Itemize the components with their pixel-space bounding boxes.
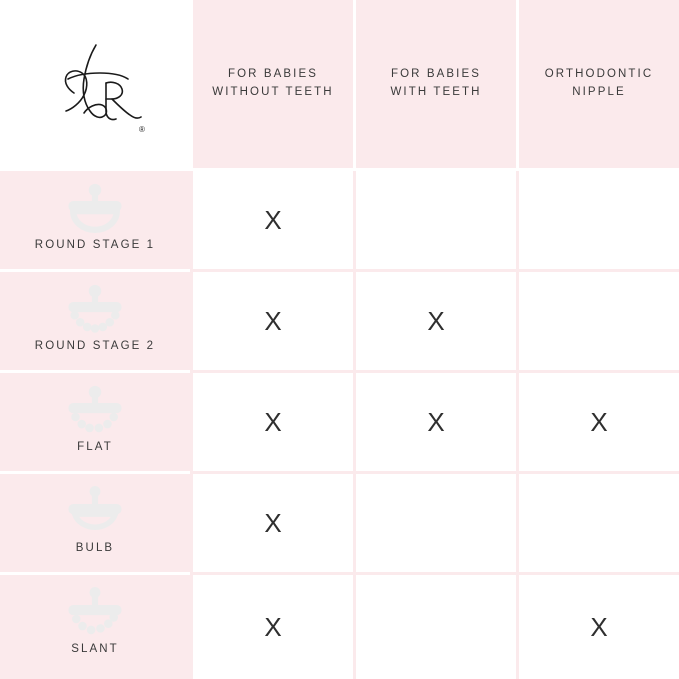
check-mark: X bbox=[427, 306, 445, 336]
row-header-round-stage-2 bbox=[0, 272, 190, 373]
pacifier-round-beaded-icon bbox=[56, 280, 134, 338]
matrix-cell-4-0 bbox=[190, 575, 353, 679]
matrix-cell-4-1 bbox=[353, 575, 516, 679]
pacifier-round-icon bbox=[56, 179, 134, 237]
matrix-cell-2-2 bbox=[516, 373, 679, 474]
matrix-cell-1-2 bbox=[516, 272, 679, 373]
matrix-cell-1-1 bbox=[353, 272, 516, 373]
pacifier-bulb-icon bbox=[56, 482, 134, 540]
pacifier-slant-icon bbox=[56, 583, 134, 641]
matrix-cell-3-1 bbox=[353, 474, 516, 575]
matrix-cell-0-2 bbox=[516, 171, 679, 272]
check-mark: X bbox=[590, 612, 608, 642]
matrix-cell-2-0 bbox=[190, 373, 353, 474]
matrix-cell-4-2 bbox=[516, 575, 679, 679]
column-header-1 bbox=[353, 0, 516, 171]
pacifier-flat-icon bbox=[56, 381, 134, 439]
matrix-cell-3-0 bbox=[190, 474, 353, 575]
row-header-label: ROUND STAGE 1 bbox=[34, 239, 156, 251]
column-header-0 bbox=[190, 0, 353, 171]
script-monogram-logo bbox=[40, 31, 150, 141]
check-mark: X bbox=[427, 407, 445, 437]
matrix-cell-1-0 bbox=[190, 272, 353, 373]
row-header-round-stage-1 bbox=[0, 171, 190, 272]
column-header-label: FOR BABIES WITH TEETH bbox=[390, 68, 482, 98]
registered-mark: ® bbox=[139, 124, 145, 134]
row-header-label: FLAT bbox=[77, 441, 113, 453]
matrix-cell-2-1 bbox=[353, 373, 516, 474]
row-header-label: SLANT bbox=[71, 643, 119, 655]
matrix-cell-3-2 bbox=[516, 474, 679, 575]
row-header-bulb bbox=[0, 474, 190, 575]
row-header-label: BULB bbox=[75, 542, 115, 554]
check-mark: X bbox=[264, 306, 282, 336]
column-header-label: FOR BABIES WITHOUT TEETH bbox=[212, 68, 334, 98]
check-mark: X bbox=[264, 508, 282, 538]
brand-logo-cell bbox=[0, 0, 190, 171]
matrix-cell-0-1 bbox=[353, 171, 516, 272]
row-header-flat bbox=[0, 373, 190, 474]
check-mark: X bbox=[264, 205, 282, 235]
check-mark: X bbox=[264, 612, 282, 642]
check-mark: X bbox=[264, 407, 282, 437]
column-header-2 bbox=[516, 0, 679, 171]
row-header-slant bbox=[0, 575, 190, 679]
matrix-cell-0-0 bbox=[190, 171, 353, 272]
row-header-label: ROUND STAGE 2 bbox=[34, 340, 156, 352]
column-header-label: ORTHODONTIC NIPPLE bbox=[544, 68, 654, 98]
check-mark: X bbox=[590, 407, 608, 437]
